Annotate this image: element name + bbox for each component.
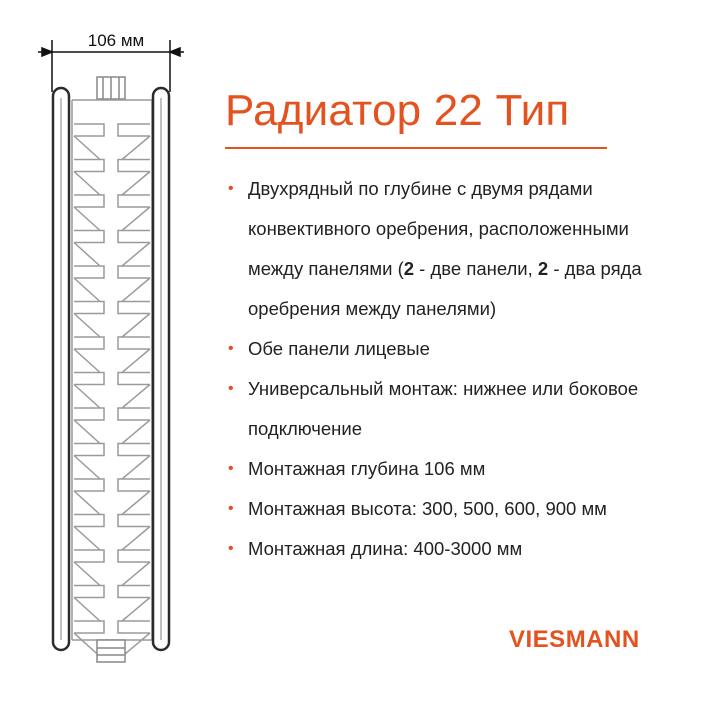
feature-text: - два ряда оребрения между панелями) [248,258,642,319]
radiator-cross-section-diagram [0,0,230,702]
bullet-icon: • [228,380,234,397]
feature-item [228,369,688,449]
bottom-connector [97,640,125,662]
feature-text: Монтажная длина: 400-3000 мм [248,538,523,559]
bullet-icon: • [228,460,234,477]
feature-item [228,449,688,489]
bullet-icon: • [228,500,234,517]
dimension-label: 106 мм [87,31,145,50]
feature-text: Двухрядный по глубине с двумя рядами конвективного оребрения, расположенными между панелями ( [248,178,629,279]
feature-text: Универсальный монтаж: нижнее или боковое подключение [248,378,639,439]
feature-text: Монтажная глубина 106 мм [248,458,486,479]
top-connector [97,77,125,99]
viessmann-logo: VIESMANN [509,626,640,653]
title-underline [225,147,607,149]
bullet-icon: • [228,180,234,197]
feature-list [228,169,688,569]
feature-item [228,489,688,529]
feature-text: Монтажная высота: 300, 500, 600, 900 мм [248,498,607,519]
bullet-icon: • [228,340,234,357]
feature-item [228,169,688,329]
page-title: Радиатор 22 Тип [225,86,570,135]
feature-item [228,529,688,569]
feature-text: - две панели, [414,258,538,279]
feature-text: Обе панели лицевые [248,338,430,359]
convection-fins [74,124,150,657]
feature-emphasis: 2 [537,258,549,279]
feature-item [228,329,688,369]
feature-emphasis: 2 [403,258,415,279]
bullet-icon: • [228,540,234,557]
